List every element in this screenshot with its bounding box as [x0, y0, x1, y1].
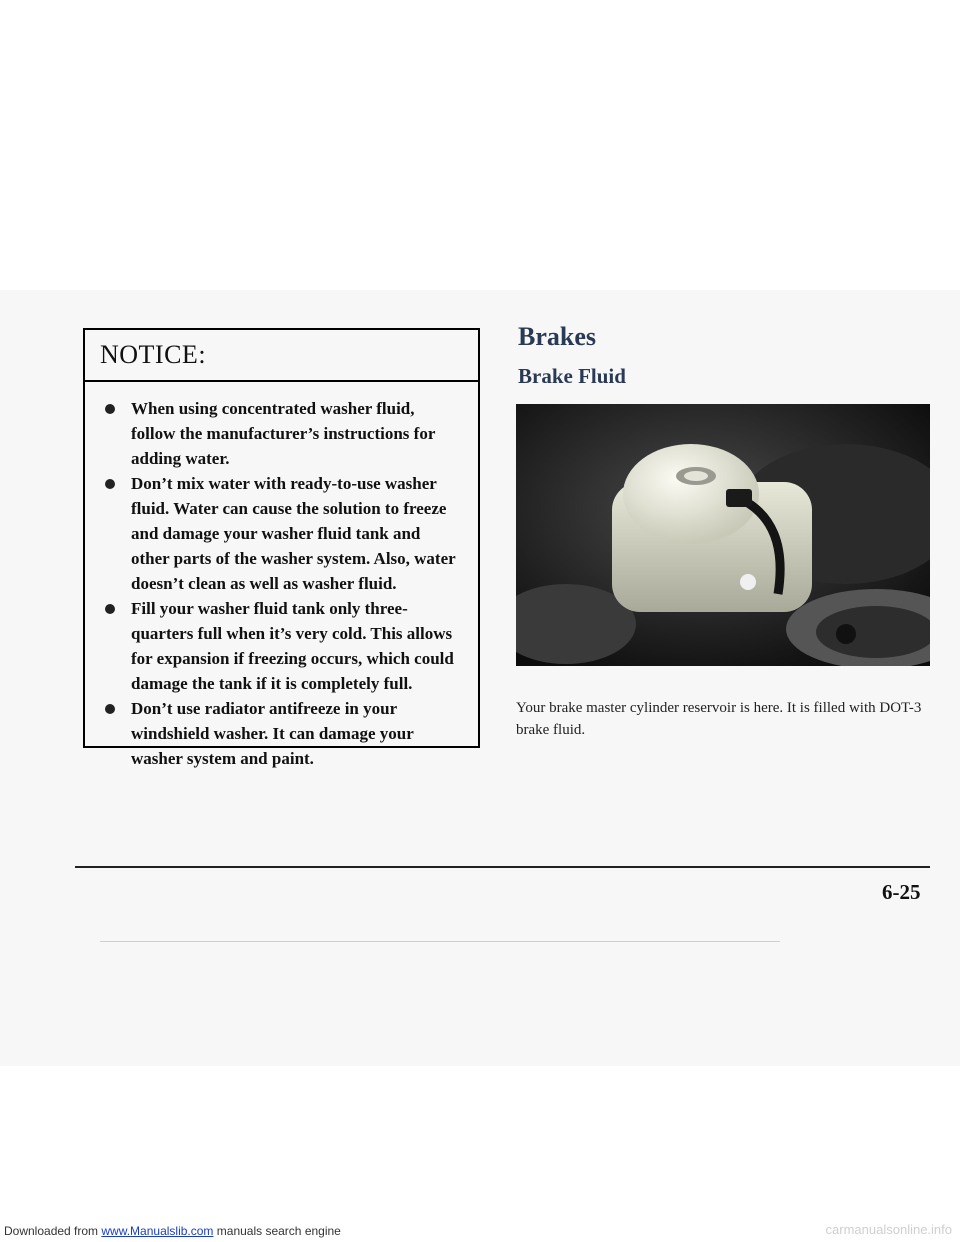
subsection-title: Brake Fluid [518, 364, 626, 388]
download-watermark [4, 1224, 341, 1238]
notice-item-text: When using concentrated washer fluid, follow the manufacturer’s instructions for adding water. [131, 399, 436, 468]
notice-header [85, 330, 478, 382]
watermark-link[interactable]: www.Manualslib.com [101, 1224, 214, 1238]
bullet-icon [105, 704, 115, 714]
brake-reservoir-image [516, 404, 930, 666]
list-item [105, 396, 458, 471]
page-number: 6-25 [882, 880, 921, 904]
section-title: Brakes [518, 322, 596, 351]
photo-caption: Your brake master cylinder reservoir is here. It is filled with DOT-3 brake fluid. [516, 700, 922, 738]
notice-item-text: Fill your washer fluid tank only three-quarters full when it’s very cold. This allows for expansion if freezing occurs, which could damage the tank if it is completely full. [131, 599, 454, 693]
list-item [105, 596, 458, 696]
list-item [105, 471, 458, 596]
list-item [105, 696, 458, 771]
bullet-icon [105, 604, 115, 614]
bullet-icon [105, 404, 115, 414]
notice-box [83, 328, 480, 768]
notice-list [85, 382, 478, 771]
site-watermark: carmanualsonline.info [825, 1222, 952, 1237]
watermark-suffix: manuals search engine [213, 1224, 341, 1238]
footer-rule-thin [100, 941, 780, 942]
watermark-prefix: Downloaded from [4, 1224, 102, 1238]
notice-item-text: Don’t mix water with ready-to-use washer fluid. Water can cause the solution to freeze and damage your washer fluid tank and other parts of the washer system. Also, water doesn’t clean as well as washer fluid. [131, 474, 456, 593]
brake-reservoir-photo [516, 404, 930, 666]
notice-item-text: Don’t use radiator antifreeze in your windshield washer. It can damage your washer system and paint. [131, 699, 414, 768]
notice-title: NOTICE: [100, 340, 207, 369]
bullet-icon [105, 479, 115, 489]
footer-rule [75, 866, 930, 868]
